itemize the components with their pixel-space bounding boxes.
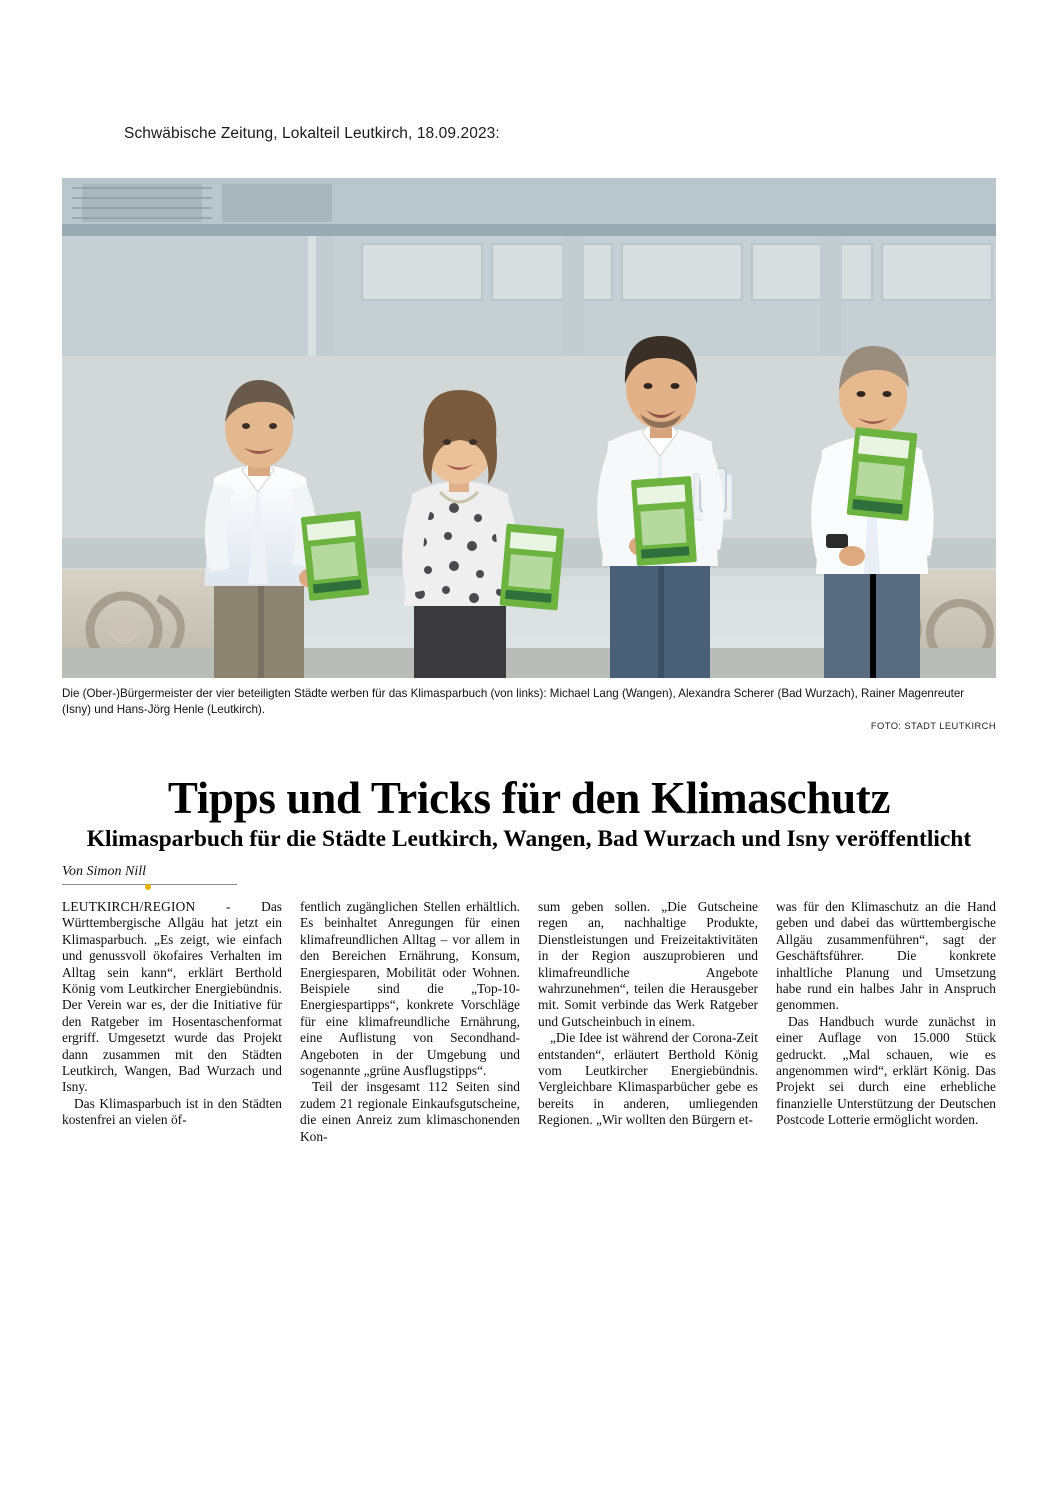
byline: Von Simon Nill — [62, 864, 237, 885]
paragraph: „Die Idee ist während der Corona-Zeit entstanden“, erläutert Berthold König vom Leutkircher Energiebündnis. Vergleichbare Klimasparbücher gebe es bereits in anderen, umliegenden Regionen. „Wir wollten den Bürgern et- — [538, 1030, 758, 1128]
klimasparbuch-booklet — [301, 511, 369, 601]
klimasparbuch-booklet — [500, 524, 565, 611]
subheadline: Klimasparbuch für die Städte Leutkirch, Wangen, Bad Wurzach und Isny veröffentlicht — [86, 825, 972, 852]
source-line: Schwäbische Zeitung, Lokalteil Leutkirch, 18.09.2023: — [124, 125, 500, 142]
paragraph: fentlich zugänglichen Stellen erhältlich. Es beinhaltet Anregungen für einen klimafreundlichen Alltag – vor allem in den Bereichen Ernährung, Konsum, Energiesparen, Mobilität oder Wohnen. Beispiele sind die „Top-10-Energiespartipps“, konkrete Vorschläge für eine klimafreundliche Ernährung, eine Auflistung von Secondhand-Angeboten in der Umgebung und sogenannte „grüne Ausflugstipps“. — [300, 899, 520, 1079]
article-photo — [62, 178, 996, 678]
photo-illustration — [62, 178, 996, 678]
byline-dot-icon — [145, 884, 151, 890]
article-column-3 — [538, 899, 758, 1145]
article-column-4 — [776, 899, 996, 1145]
paragraph: was für den Klimaschutz an die Hand geben und dabei das württembergische Allgäu zusammenführen“, sagt der Geschäftsführer. Die konkrete inhaltliche Planung und Umsetzung habe rund ein halbes Jahr in Anspruch genommen. — [776, 899, 996, 1013]
paragraph: LEUTKIRCH/REGION - Das Württembergische Allgäu hat jetzt ein Klimasparbuch. „Es zeigt, wie einfach und genussvoll ökofaires Verhalten im Alltag sein kann“, erklärt Berthold König vom Leutkircher Energiebündnis. Der Verein war es, der die Initiative für den Ratgeber im Hosentaschenformat ergriff. Umgesetzt wurde das Projekt dann zusammen mit den Städten Leutkirch, Wangen, Bad Wurzach und Isny. — [62, 899, 282, 1095]
article-column-1 — [62, 899, 282, 1145]
photo-caption-text: Die (Ober-)Bürgermeister der vier beteiligten Städte werben für das Klimasparbuch (von links): Michael Lang (Wangen), Alexandra Scherer (Bad Wurzach), Rainer Magenreuter (Isny) und Hans-Jörg Henle (Leutkirch). — [62, 687, 965, 716]
klimasparbuch-booklet — [631, 476, 697, 566]
article-column-2 — [300, 899, 520, 1145]
photo-caption — [62, 686, 996, 734]
klimasparbuch-booklet — [847, 427, 918, 521]
paragraph: Das Handbuch wurde zunächst in einer Auflage von 15.000 Stück gedruckt. „Mal schauen, wie es angenommen wird“, erklärt König. Das Projekt sei durch eine erhebliche finanzielle Unterstützung der Deutschen Postcode Lotterie ermöglicht worden. — [776, 1013, 996, 1128]
paragraph: Teil der insgesamt 112 Seiten sind zudem 21 regionale Einkaufsgutscheine, die einen Anreiz zum klimaschonenden Kon- — [300, 1079, 520, 1144]
photo-credit: FOTO: STADT LEUTKIRCH — [870, 720, 996, 732]
headline: Tipps und Tricks für den Klimaschutz — [167, 773, 891, 824]
paragraph: sum geben sollen. „Die Gutscheine regen an, nachhaltige Produkte, Dienstleistungen und Freizeitaktivitäten in der Region auszuprobieren und klimafreundliche Angebote wahrzunehmen“, teilen die Herausgeber mit. Somit verbinde das Werk Ratgeber und Gutscheinbuch in einem. — [538, 899, 758, 1029]
paragraph: Das Klimasparbuch ist in den Städten kostenfrei an vielen öf- — [62, 1095, 282, 1128]
article-body — [62, 899, 996, 1145]
